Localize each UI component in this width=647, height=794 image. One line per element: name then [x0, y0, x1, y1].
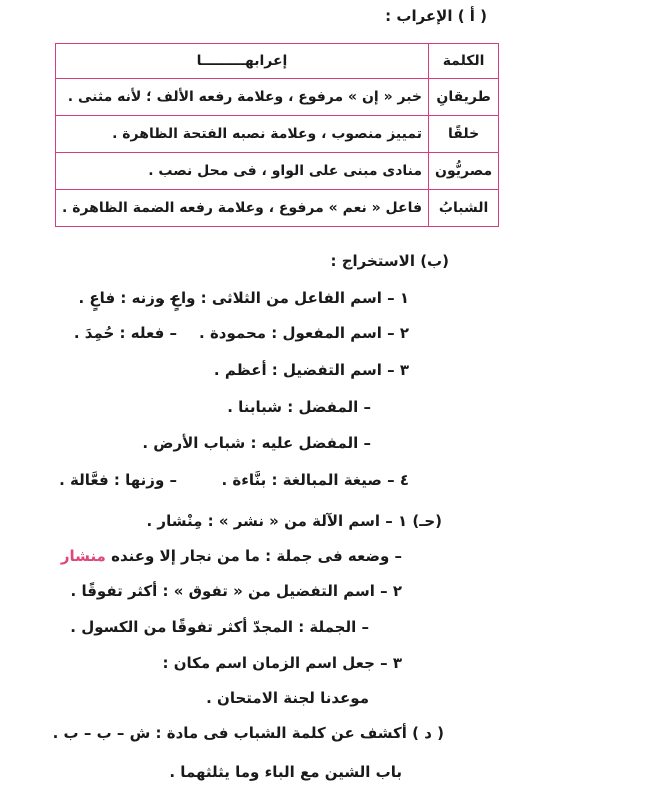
table-cell-word: مصريُّون — [429, 153, 499, 190]
d-line1: ( د ) أكشف عن كلمة الشباب فى مادة : ش – ب – ب . — [52, 724, 444, 742]
b-item3-mufaddal: – المفضل : شبابنا . — [227, 398, 371, 416]
section-a-heading: ( أ ) الإعراب : — [385, 7, 487, 25]
table-row — [56, 190, 499, 227]
c-line1: (حـ) ١ – اسم الآلة من « نشر » : مِنْشار . — [146, 512, 442, 530]
table-cell-irab: فاعل « نعم » مرفوع ، وعلامة رفعه الضمة الظاهرة . — [56, 190, 429, 227]
b-item4-weight: – وزنها : فعَّالة . — [59, 471, 177, 489]
c-line2 — [61, 546, 402, 566]
c-line5: ٣ – جعل اسم الزمان اسم مكان : — [162, 654, 402, 672]
table-row — [56, 153, 499, 190]
d-line2: باب الشين مع الباء وما يثلثهما . — [169, 763, 402, 781]
header-word: الكلمة — [429, 44, 499, 79]
table-header-row — [56, 44, 499, 79]
irab-table — [55, 43, 499, 227]
b-item3-mufaddal-alayh: – المفضل عليه : شباب الأرض . — [142, 434, 371, 452]
table-cell-word: الشبابُ — [429, 190, 499, 227]
b-item2-main: ٢ – اسم المفعول : محمودة . — [199, 324, 409, 342]
table-row — [56, 116, 499, 153]
table-cell-irab: تمييز منصوب ، وعلامة نصبه الفتحة الظاهرة . — [56, 116, 429, 153]
b-item2-verb: – فعله : حُمِدَ . — [73, 324, 177, 342]
b-item3-main: ٣ – اسم التفضيل : أعظم . — [213, 361, 409, 379]
table-cell-word: طريقانِ — [429, 79, 499, 116]
section-b-heading: (ب) الاستخراج : — [330, 252, 449, 270]
table-cell-irab: خبر « إن » مرفوع ، وعلامة رفعه الألف ؛ لأنه مثنى . — [56, 79, 429, 116]
table-cell-irab: منادى مبنى على الواو ، فى محل نصب . — [56, 153, 429, 190]
header-irab: إعرابهـــــــــا — [56, 44, 429, 79]
c-line4: – الجملة : المجدّ أكثر تفوقًا من الكسول . — [70, 618, 369, 636]
b-item1-weight: – وزنه : فاعٍ . — [78, 289, 177, 307]
c-line3: ٢ – اسم التفضيل من « تفوق » : أكثر تفوقًا . — [70, 582, 402, 600]
table-row — [56, 79, 499, 116]
c-line2-prefix: – وضعه فى جملة : ما من نجار إلا وعنده — [111, 547, 402, 565]
b-item1-main: ١ – اسم الفاعل من الثلاثى : واعٍ . — [159, 289, 409, 307]
c-line2-highlight: منشار — [60, 547, 106, 565]
c-line6: موعدنا لجنة الامتحان . — [206, 689, 369, 707]
table-cell-word: خلقًا — [429, 116, 499, 153]
b-item4-main: ٤ – صيغة المبالغة : بنَّاءة . — [221, 471, 409, 489]
